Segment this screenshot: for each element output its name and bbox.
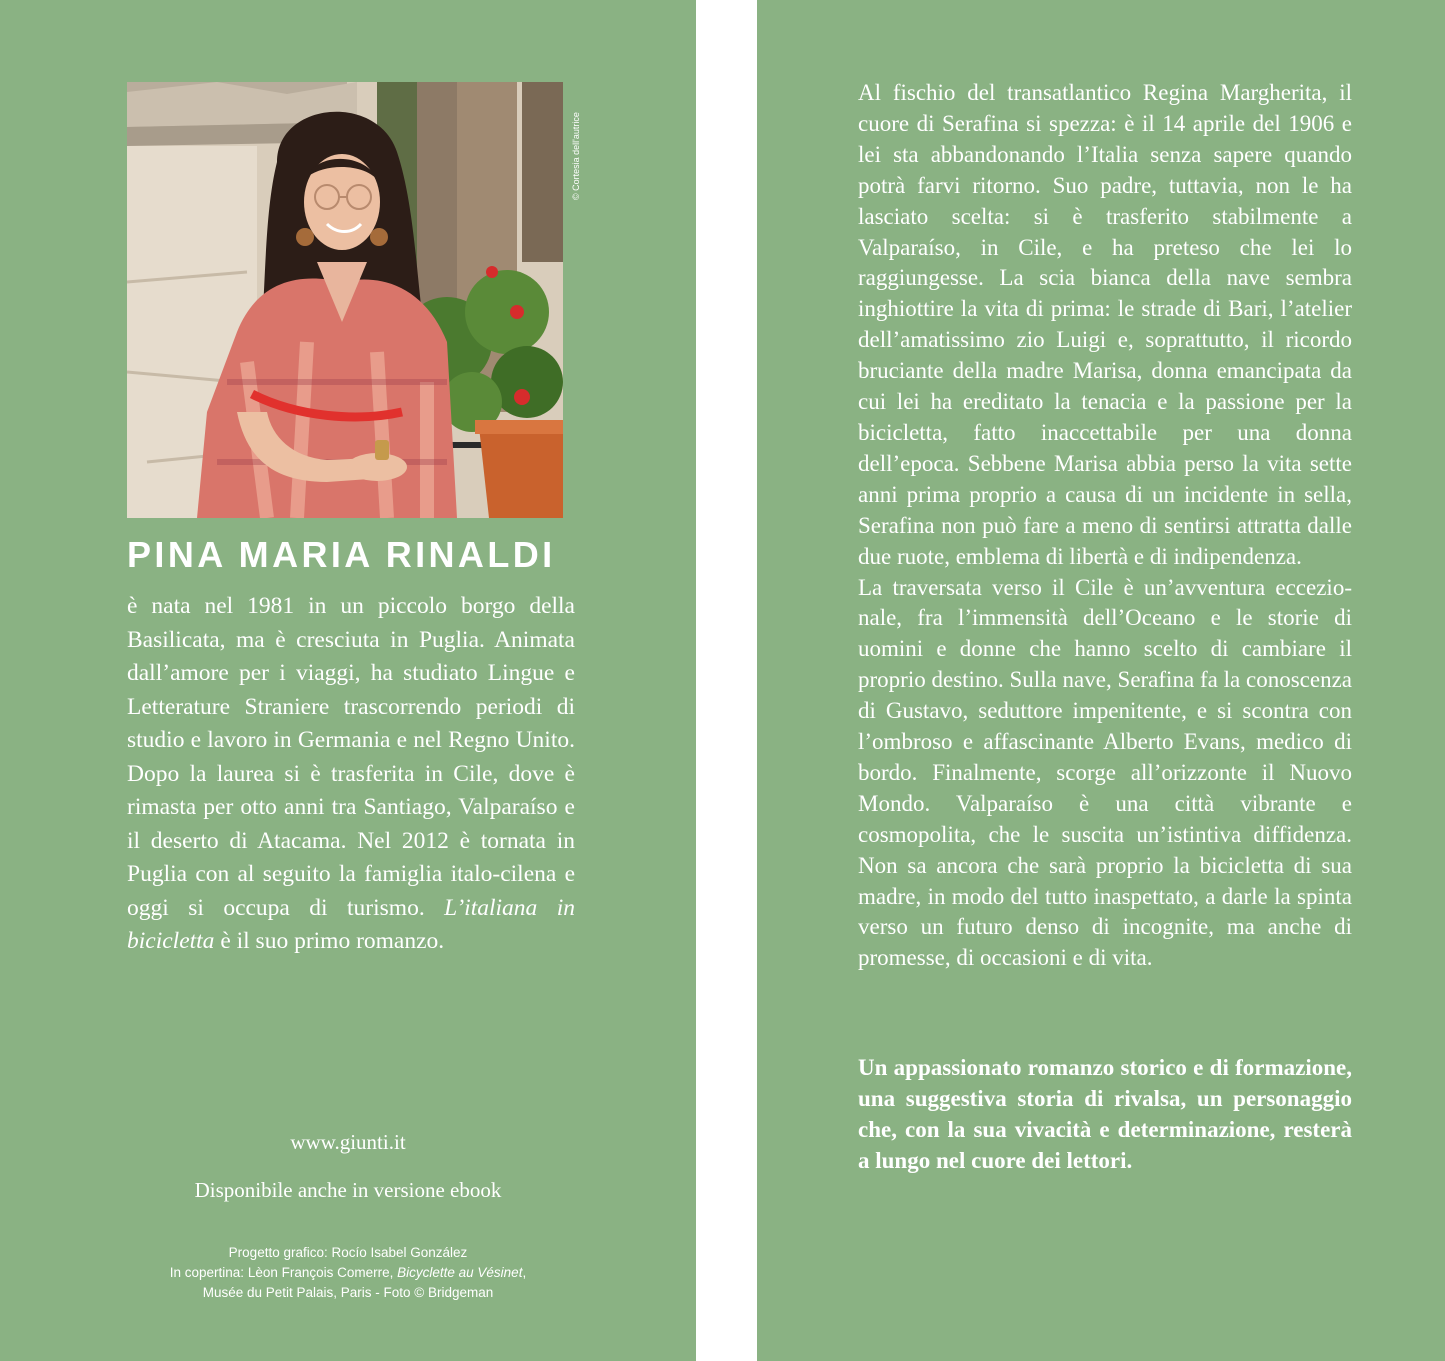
synopsis bbox=[858, 78, 1352, 974]
design-credit: Progetto grafico: Rocío Isabel González bbox=[228, 1245, 468, 1260]
publisher-website: www.giunti.it bbox=[290, 1130, 406, 1154]
author-bio bbox=[127, 590, 575, 959]
author-photo bbox=[127, 82, 563, 518]
museum-credit: Musée du Petit Palais, Paris - Foto © Bridgeman bbox=[202, 1285, 494, 1300]
author-name: PINA MARIA RINALDI bbox=[127, 534, 556, 575]
cover-art-credit bbox=[0, 1263, 696, 1283]
left-flap bbox=[0, 0, 696, 1361]
photo-credit bbox=[569, 82, 583, 202]
author-bio-ending: è il suo primo romanzo. bbox=[214, 928, 445, 954]
synopsis-paragraph-2: La traversata verso il Cile è un’avventura eccezionale, fra l’immensità dell’Oceano e le storie di uomini e donne che hanno scelto di cambiare il proprio destino. Sulla nave, Serafina fa la conoscenza di Gustavo, seduttore impenitente, e si scontra con l’ombroso e affascinante Alberto Evans, medico di bordo. Finalmente, scorge all’orizzonte il Nuovo Mondo. Valparaíso è una città vibrante e cosmopolita, che le suscita un’istintiva diffidenza. Non sa ancora che sarà proprio la bicicletta di sua madre, in modo del tutto inaspettato, a darle la spinta verso un futuro denso di incognite, ma anche di promesse, di occasioni e di vita. bbox=[858, 574, 1352, 971]
author-bio-text: è nata nel 1981 in un piccolo borgo della Basilicata, ma è cresciuta in Puglia. Animata dall’amore per i viaggi, ha studiato Lingue e Letterature Straniere trascorrendo periodi di studio e lavoro in Germania e nel Regno Unito. Dopo la laurea si è trasferita in Cile, dove è rimasta per otto anni tra Santiago, Valparaíso e il deserto di Atacama. Nel 2012 è tornata in Puglia con al seguito la famiglia italo-cilena e oggi si occupa di turismo. bbox=[127, 593, 575, 921]
book-title: L’italiana in bicicletta bbox=[127, 894, 575, 954]
ebook-note: Disponibile anche in versione ebook bbox=[194, 1178, 502, 1202]
synopsis-paragraph-1: Al fischio del transatlantico Regina Margherita, il cuore di Serafina si spezza: è il 14 aprile del 1906 e lei sta abbandonando l’Italia senza sapere quando potrà farvi ritorno. Suo padre, tuttavia, non le ha lasciato scelta: si è trasferito stabilmente a Valparaíso, in Cile, e ha preteso che lei lo raggiungesse. La scia bianca della nave sembra inghiottire la vita di prima: le strade di Bari, l’atelier dell’amatissimo zio Luigi e, soprattutto, il ricordo bruciante della madre Marisa, donna emancipata da cui lei ha ereditato la tenacia e la passione per la bicicletta, fatto inaccettabile per una donna dell’epoca. Sebbene Marisa abbia perso la vita sette anni prima proprio a causa di un incidente in sella, Serafina non può fare a meno di sentirsi attratta dalle due ruote, emblema di libertà e di indipendenza. bbox=[858, 80, 1352, 569]
cover-credits bbox=[0, 1243, 696, 1303]
cover-art-credit-prefix: In copertina: Lèon François Comerre, bbox=[169, 1265, 398, 1280]
photo-credit-text: © Cortesia dell'autrice bbox=[571, 112, 581, 200]
author-portrait-photo bbox=[127, 82, 563, 518]
cover-art-title: Bicyclette au Vésinet bbox=[397, 1265, 523, 1280]
cover-art-credit-suffix: , bbox=[522, 1265, 527, 1280]
synopsis-tagline: Un appassionato romanzo storico e di formazione, una suggestiva storia di rivalsa, un personaggio che, con la sua vivacità e determinazione, resterà a lungo nel cuore dei lettori. bbox=[858, 1055, 1352, 1173]
